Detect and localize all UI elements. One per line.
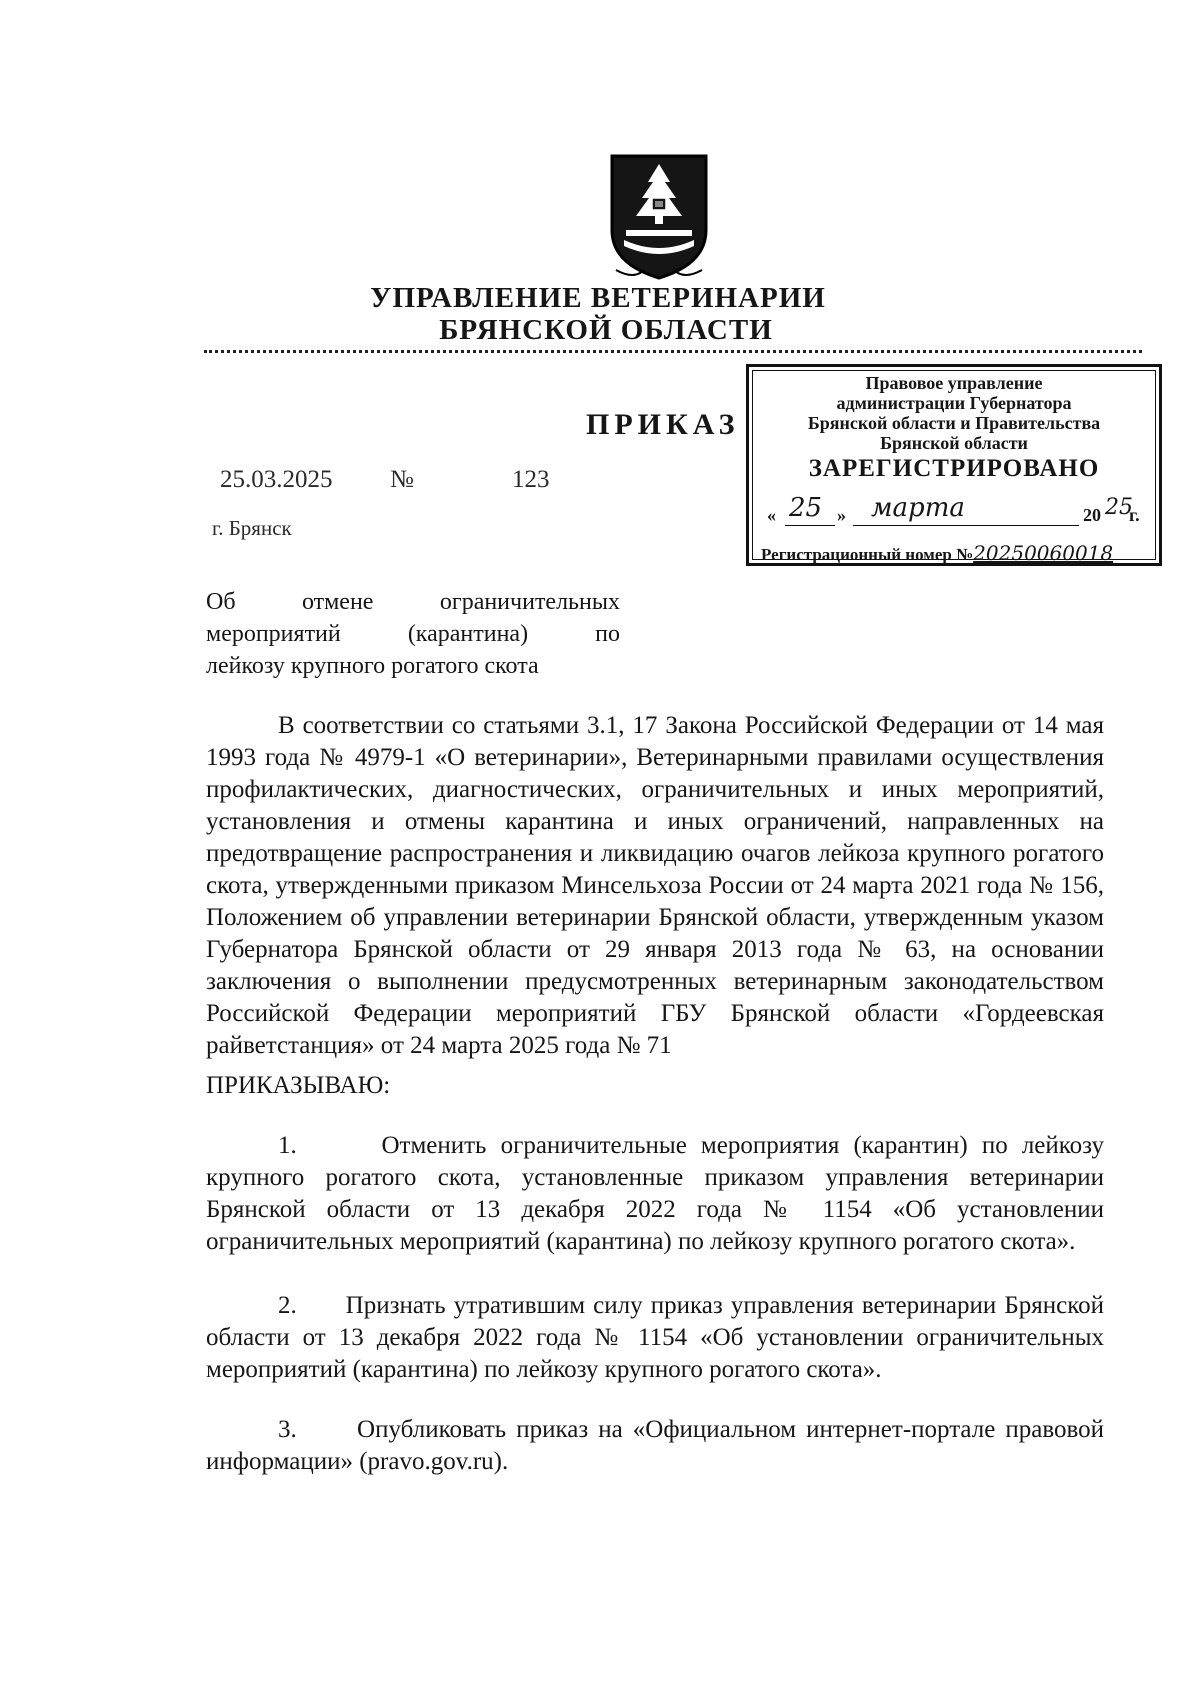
coat-of-arms-emblem: [604, 152, 714, 282]
subject-word: Об: [206, 589, 236, 615]
stamp-year-handwritten: 25: [1105, 495, 1133, 520]
subject-word: отмене: [301, 589, 374, 615]
stamp-authority-line4: Брянской области: [880, 433, 1028, 453]
subject-word: ограничительных: [439, 589, 620, 615]
stamp-authority-line1: Правовое управление: [865, 373, 1043, 393]
stamp-authority-line3: Брянской области и Правительства: [807, 413, 1101, 433]
order-item-1: 1. Отменить ограничительные мероприятия (карантин) по лейкозу крупного рогатого скота, установленные приказом управления ветеринарии Брянской области от 13 декабря 2022 года № 1154 «Об установлении ограничительных мероприятий (карантина) по лейкозу крупного рогатого скота».: [206, 1132, 1104, 1255]
registration-stamp: [746, 364, 1162, 566]
document-date: 25.03.2025: [220, 466, 333, 493]
stamp-day-underline: [785, 525, 835, 526]
stamp-month-underline: [853, 525, 1079, 526]
document-city: г. Брянск: [212, 516, 292, 540]
organization-name-line1: УПРАВЛЕНИЕ ВЕТЕРИНАРИИ: [370, 282, 826, 314]
stamp-day-handwritten: 25: [789, 493, 823, 523]
stamp-registration-number: 20250060018: [973, 541, 1114, 565]
document-number: 123: [512, 466, 550, 493]
stamp-month-handwritten: марта: [871, 493, 965, 523]
stamp-year-prefix: 20: [1083, 505, 1101, 525]
stamp-authority-line2: администрации Губернатора: [836, 393, 1072, 413]
subject-word: по: [595, 621, 620, 647]
document-type-title: ПРИКАЗ: [586, 408, 740, 441]
stamp-registration-line: [761, 541, 1153, 565]
stamp-quote-close: »: [837, 505, 846, 525]
order-item-2: 2. Признать утратившим силу приказ управления ветеринарии Брянской области от 13 декабря 2022 года № 1154 «Об установлении ограничительных мероприятий (карантина) по лейкозу крупного рогатого скота».: [206, 1292, 1104, 1383]
order-word: ПРИКАЗЫВАЮ:: [206, 1072, 391, 1099]
subject-word: мероприятий: [206, 621, 341, 647]
header-dotted-separator: [204, 350, 1142, 353]
number-sign: №: [390, 466, 414, 493]
subject-word: (карантина): [407, 621, 529, 647]
stamp-quote-open: «: [767, 505, 776, 525]
subject-line1: [206, 586, 620, 618]
stamp-registration-label: Регистрационный номер №: [761, 545, 974, 564]
stamp-year-letter: г.: [1129, 505, 1140, 525]
organization-name-line2: БРЯНСКОЙ ОБЛАСТИ: [439, 314, 773, 346]
stamp-date-line: [767, 493, 1145, 531]
stamp-status: ЗАРЕГИСТРИРОВАНО: [808, 455, 1100, 482]
order-item-3: 3. Опубликовать приказ на «Официальном интернет-портале правовой информации» (pravo.gov.ru).: [206, 1416, 1104, 1475]
subject-line3: лейкозу крупного рогатого скота: [206, 653, 539, 679]
preamble-paragraph: В соответствии со статьями 3.1, 17 Закона Российской Федерации от 14 мая 1993 года № 4979-1 «О ветеринарии», Ветеринарными правилами осуществления профилактических, диагностических, ограничительных и иных мероприятий, установления и отмены карантина и иных ограничений, направленных на предотвращение распространения и ликвидацию очагов лейкоза крупного рогатого скота, утвержденными приказом Минсельхоза России от 24 марта 2021 года № 156, Положением об управлении ветеринарии Брянской области, утвержденным указом Губернатора Брянской области от 29 января 2013 года № 63, на основании заключения о выполнении предусмотренных ветеринарным законодательством Российской Федерации мероприятий ГБУ Брянской области «Гордеевская райветстанция» от 24 марта 2025 года № 71: [206, 712, 1104, 1059]
subject-line2: [206, 618, 620, 650]
